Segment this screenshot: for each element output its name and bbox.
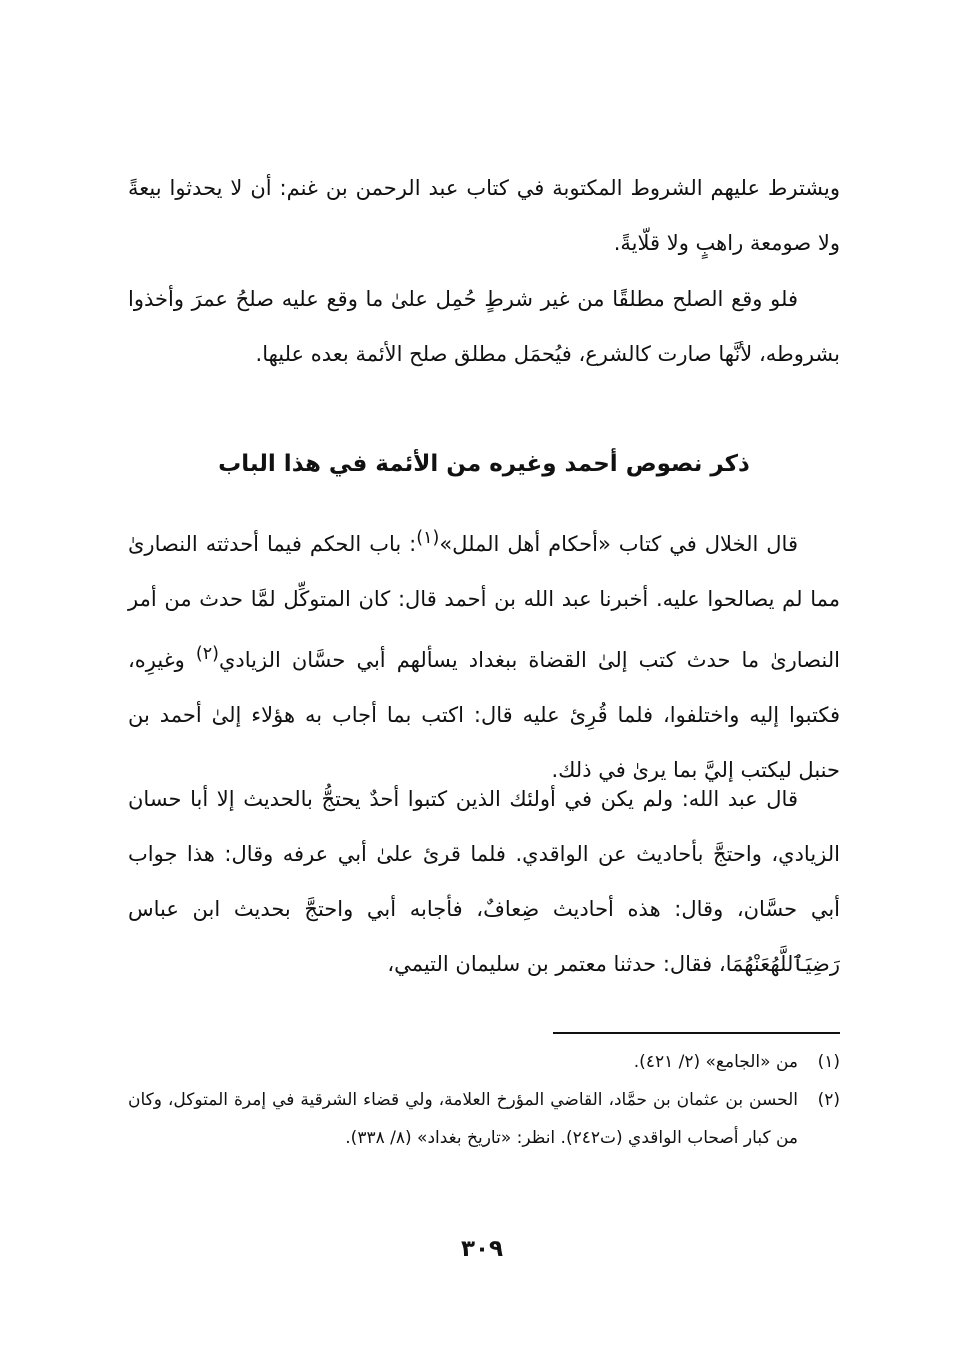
footnote-1 [128,1043,840,1081]
paragraph-text: قال عبد الله: ولم يكن في أولئك الذين كتبوا أحدٌ يحتجُّ بالحديث إلا أبا حسان الزيادي، واحتجَّ بأحاديث عن الواقدي. فلما قرئ علىٰ أبي عرفه وقال: هذا جواب أبي حسَّان، وقال: هذه أحاديث ضِعافٌ، فأجابه أبي واحتجَّ بحديث ابن عباس رَضِيَٱللَّهُعَنْهُمَا، فقال: حدثنا معتمر بن سليمان التيمي، [128,787,840,976]
paragraph-conditions [128,161,840,271]
paragraph-treaty [128,272,840,382]
footnote-number: (١) [817,1052,840,1072]
paragraph-khallal [128,511,840,798]
footnote-text: من «الجامع» (٢/ ٤٢١). [633,1052,798,1072]
paragraph-text-part: وغيرِه، فكتبوا إليه واختلفوا، فلما قُرِئ عليه قال: اكتب بما أجاب به هؤلاء إلىٰ أحمد بن حنبل ليكتب إليَّ بما يرىٰ في ذلك. [128,648,840,782]
page-number: ٣٠٩ [460,1236,504,1262]
footnote-2 [128,1081,840,1157]
paragraph-text [128,511,840,798]
footnotes-section [128,1043,840,1157]
footnote-reference[interactable]: (١) [416,528,440,548]
footnote-divider [553,1032,840,1034]
footnote-number: (٢) [817,1090,840,1110]
paragraph-text-part: : باب الحكم فيما أحدثته النصارىٰ مما لم يصالحوا عليه. أخبرنا عبد الله بن أحمد قال: كان المتوكِّل لمَّا حدث من أمر النصارىٰ ما حدث كتب إلىٰ القضاة ببغداد يسألهم أبي حسَّان الزيادي [128,532,840,672]
paragraph-text: ويشترط عليهم الشروط المكتوبة في كتاب عبد الرحمن بن غنم: أن لا يحدثوا بيعةً ولا صومعة راهبٍ ولا قلّايةً. [128,176,840,255]
paragraph-text: فلو وقع الصلح مطلقًا من غير شرطٍ حُمِل علىٰ ما وقع عليه صلحُ عمرَ وأخذوا بشروطه، لأنَّها صارت كالشرع، فيُحمَل مطلق صلح الأئمة بعده عليها. [128,287,840,366]
footnote-text: الحسن بن عثمان بن حمَّاد، القاضي المؤرخ العلامة، ولي قضاء الشرقية في إمرة المتوكل، وكان من كبار أصحاب الواقدي (ت٢٤٢). انظر: «تاريخ بغداد» (٨/ ٣٣٨). [128,1090,798,1148]
footnote-reference[interactable]: (٢) [195,644,219,664]
paragraph-abdullah [128,772,840,992]
section-heading: ذكر نصوص أحمد وغيره من الأئمة في هذا الباب [218,451,750,477]
paragraph-text-part: قال الخلال في كتاب «أحكام أهل الملل» [439,532,798,556]
